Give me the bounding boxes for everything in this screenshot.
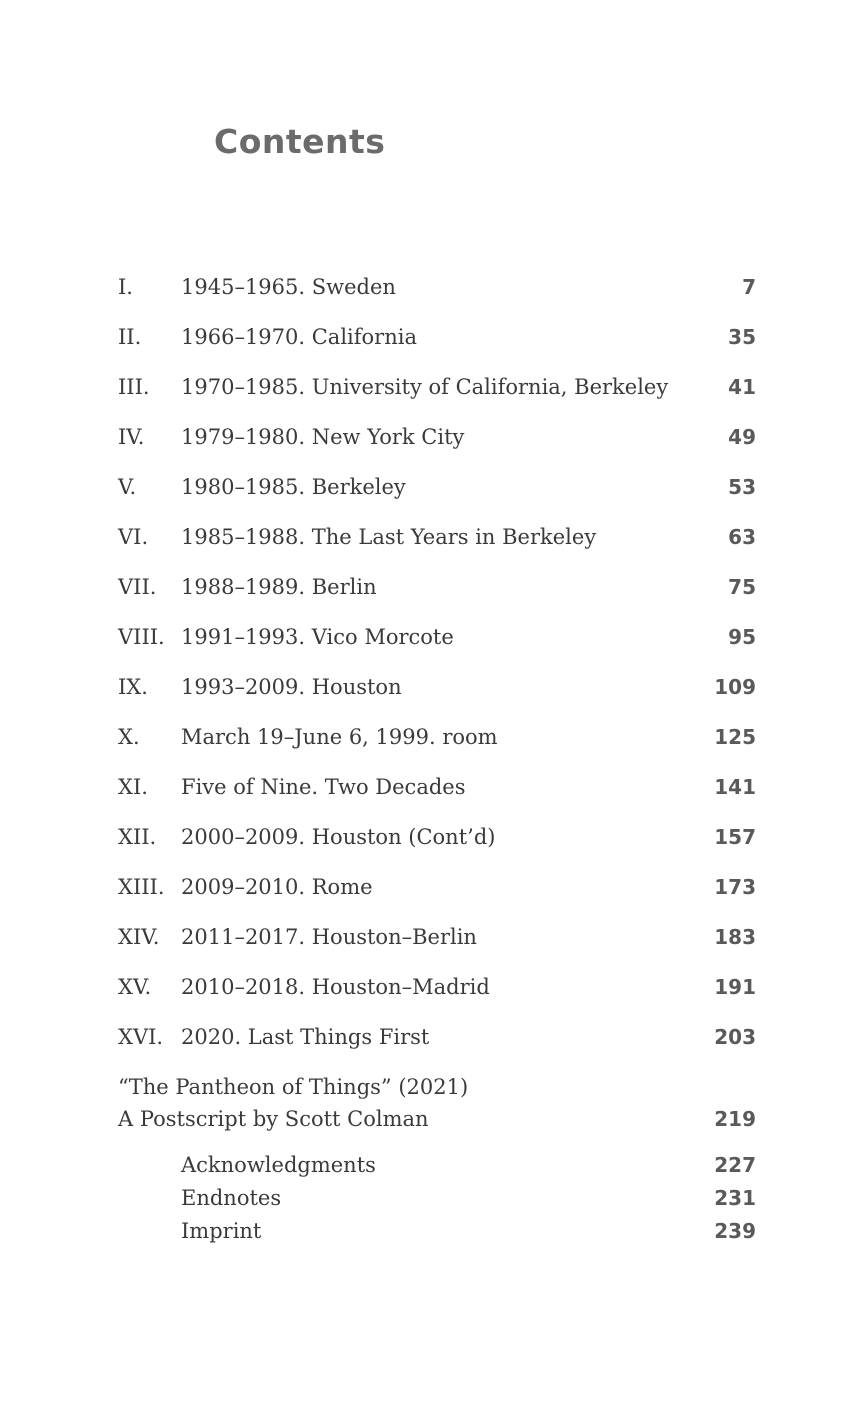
toc-entry[interactable] — [118, 1019, 758, 1069]
page-title: Contents — [214, 122, 386, 161]
toc-entry[interactable] — [118, 419, 758, 469]
postscript-subtitle: A Postscript by Scott Colman — [118, 1107, 429, 1131]
chapter-number: VIII. — [118, 625, 165, 649]
chapter-title: 1993–2009. Houston — [181, 675, 402, 699]
page-number: 109 — [714, 675, 756, 699]
toc-entry[interactable] — [118, 719, 758, 769]
chapter-number: V. — [118, 475, 137, 499]
back-matter-title: Imprint — [181, 1219, 262, 1243]
chapter-title: 1985–1988. The Last Years in Berkeley — [181, 525, 597, 549]
chapter-title: 2020. Last Things First — [181, 1025, 430, 1049]
chapter-title: 1980–1985. Berkeley — [181, 475, 406, 499]
chapter-title: 2011–2017. Houston–Berlin — [181, 925, 477, 949]
page-number: 125 — [714, 725, 756, 749]
chapter-number: III. — [118, 375, 150, 399]
page-number: 219 — [714, 1107, 756, 1131]
toc-entry[interactable] — [118, 469, 758, 519]
chapter-number: IV. — [118, 425, 145, 449]
chapter-title: March 19–June 6, 1999. room — [181, 725, 498, 749]
chapter-title: 1945–1965. Sweden — [181, 275, 396, 299]
chapter-title: 1991–1993. Vico Morcote — [181, 625, 454, 649]
chapter-number: I. — [118, 275, 133, 299]
page-number: 231 — [714, 1186, 756, 1210]
toc-entry-postscript[interactable] — [118, 1069, 758, 1149]
toc-entry[interactable] — [118, 669, 758, 719]
page-number: 239 — [714, 1219, 756, 1243]
toc-entry[interactable] — [118, 519, 758, 569]
page-number: 41 — [728, 375, 756, 399]
chapter-number: XIII. — [118, 875, 165, 899]
chapter-title: Five of Nine. Two Decades — [181, 775, 466, 799]
chapter-title: 1979–1980. New York City — [181, 425, 465, 449]
chapter-title: 2000–2009. Houston (Cont’d) — [181, 825, 496, 849]
page-number: 49 — [728, 425, 756, 449]
chapter-title: 2009–2010. Rome — [181, 875, 373, 899]
page-number: 203 — [714, 1025, 756, 1049]
toc-entry[interactable] — [118, 369, 758, 419]
page-number: 191 — [714, 975, 756, 999]
page-number: 183 — [714, 925, 756, 949]
chapter-number: IX. — [118, 675, 148, 699]
toc-entry[interactable] — [118, 919, 758, 969]
chapter-number: VI. — [118, 525, 149, 549]
page-number: 141 — [714, 775, 756, 799]
chapter-number: XII. — [118, 825, 157, 849]
chapter-number: XIV. — [118, 925, 160, 949]
chapter-number: XV. — [118, 975, 152, 999]
chapter-number: XI. — [118, 775, 148, 799]
page-number: 227 — [714, 1153, 756, 1177]
toc-entry[interactable] — [118, 319, 758, 369]
chapter-number: XVI. — [118, 1025, 164, 1049]
toc-entry[interactable] — [118, 869, 758, 919]
page-number: 173 — [714, 875, 756, 899]
postscript-title: “The Pantheon of Things” (2021) — [118, 1075, 469, 1099]
toc-entry[interactable] — [118, 769, 758, 819]
toc-entry[interactable] — [118, 1149, 758, 1182]
toc-entry[interactable] — [118, 1182, 758, 1215]
chapter-number: II. — [118, 325, 142, 349]
page-number: 95 — [728, 625, 756, 649]
toc-entry[interactable] — [118, 969, 758, 1019]
chapter-title: 1988–1989. Berlin — [181, 575, 377, 599]
page-number: 157 — [714, 825, 756, 849]
back-matter — [118, 1149, 758, 1248]
back-matter-title: Acknowledgments — [181, 1153, 376, 1177]
page-number: 53 — [728, 475, 756, 499]
toc-entry[interactable] — [118, 819, 758, 869]
toc-entry[interactable] — [118, 269, 758, 319]
chapter-title: 2010–2018. Houston–Madrid — [181, 975, 490, 999]
chapter-title: 1966–1970. California — [181, 325, 417, 349]
table-of-contents — [118, 269, 758, 1248]
chapter-number: VII. — [118, 575, 157, 599]
toc-entry[interactable] — [118, 569, 758, 619]
page-number: 7 — [742, 275, 756, 299]
page-number: 75 — [728, 575, 756, 599]
page-number: 63 — [728, 525, 756, 549]
page-number: 35 — [728, 325, 756, 349]
chapter-title: 1970–1985. University of California, Berkeley — [181, 375, 669, 399]
toc-entry[interactable] — [118, 619, 758, 669]
back-matter-title: Endnotes — [181, 1186, 282, 1210]
toc-entry[interactable] — [118, 1215, 758, 1248]
chapter-number: X. — [118, 725, 140, 749]
